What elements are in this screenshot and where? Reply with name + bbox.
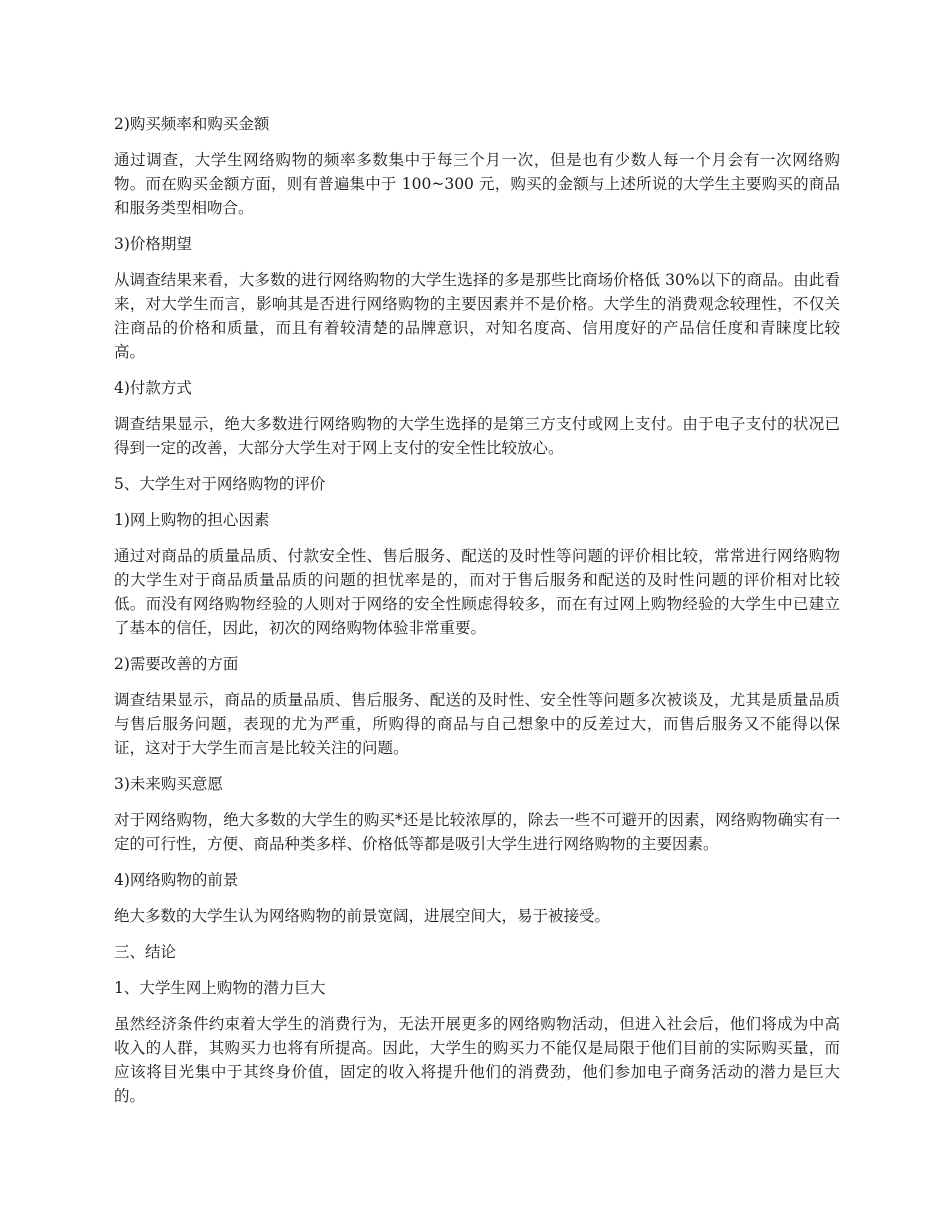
section-heading-future-intent: 3)未来购买意愿	[114, 775, 223, 793]
section-heading-concern-factors: 1)网上购物的担心因素	[114, 511, 270, 529]
document-body	[114, 112, 840, 1120]
paragraph-price-expectation: 从调查结果来看，大多数的进行网络购物的大学生选择的多是那些比商场价格低 30%以下的商品。由此看来，对大学生而言，影响其是否进行网络购物的主要因素并不是价格。大学生的消费观念较理性，不仅关注商品的价格和质量，而且有着较清楚的品牌意识，对知名度高、信用度好的产品信任度和青睐度比较高。	[114, 271, 840, 361]
paragraph-potential: 虽然经济条件约束着大学生的消费行为，无法开展更多的网络购物活动，但进入社会后，他们将成为中高收入的人群，其购买力也将有所提高。因此，大学生的购买力不能仅是局限于他们目前的实际购买量，而应该将目光集中于其终身价值，固定的收入将提升他们的消费劲，他们参加电子商务活动的潜力是巨大的。	[114, 1015, 840, 1105]
section-heading-potential: 1、大学生网上购物的潜力巨大	[114, 979, 326, 997]
section-heading-evaluation: 5、大学生对于网络购物的评价	[114, 475, 326, 493]
section-heading-conclusion: 三、结论	[114, 943, 177, 961]
section-heading-improvements: 2)需要改善的方面	[114, 655, 239, 673]
section-heading-price-expectation: 3)价格期望	[114, 235, 192, 253]
paragraph-prospects: 绝大多数的大学生认为网络购物的前景宽阔，进展空间大，易于被接受。	[114, 907, 611, 925]
paragraph-concern-factors: 通过对商品的质量品质、付款安全性、售后服务、配送的及时性等问题的评价相比较，常常进行网络购物的大学生对于商品质量品质的问题的担忧率是的，而对于售后服务和配送的及时性问题的评价相对比较低。而没有网络购物经验的人则对于网络的安全性顾虑得较多，而在有过网上购物经验的大学生中已建立了基本的信任，因此，初次的网络购物体验非常重要。	[114, 547, 840, 637]
paragraph-future-intent: 对于网络购物，绝大多数的大学生的购买*还是比较浓厚的，除去一些不可避开的因素，网络购物确实有一定的可行性，方便、商品种类多样、价格低等都是吸引大学生进行网络购物的主要因素。	[114, 811, 840, 853]
paragraph-purchase-frequency: 通过调查，大学生网络购物的频率多数集中于每三个月一次，但是也有少数人每一个月会有一次网络购物。而在购买金额方面，则有普遍集中于 100~300 元，购买的金额与上述所说的大学生主要购买的商品和服务类型相吻合。	[114, 151, 840, 217]
section-heading-prospects: 4)网络购物的前景	[114, 871, 239, 889]
section-heading-purchase-frequency: 2)购买频率和购买金额	[114, 115, 270, 133]
section-heading-payment-method: 4)付款方式	[114, 379, 192, 397]
paragraph-payment-method: 调查结果显示，绝大多数进行网络购物的大学生选择的是第三方支付或网上支付。由于电子支付的状况已得到一定的改善，大部分大学生对于网上支付的安全性比较放心。	[114, 415, 840, 457]
paragraph-improvements: 调查结果显示，商品的质量品质、售后服务、配送的及时性、安全性等问题多次被谈及，尤其是质量品质与售后服务问题，表现的尤为严重，所购得的商品与自己想象中的反差过大，而售后服务又不能得以保证，这对于大学生而言是比较关注的问题。	[114, 691, 840, 757]
